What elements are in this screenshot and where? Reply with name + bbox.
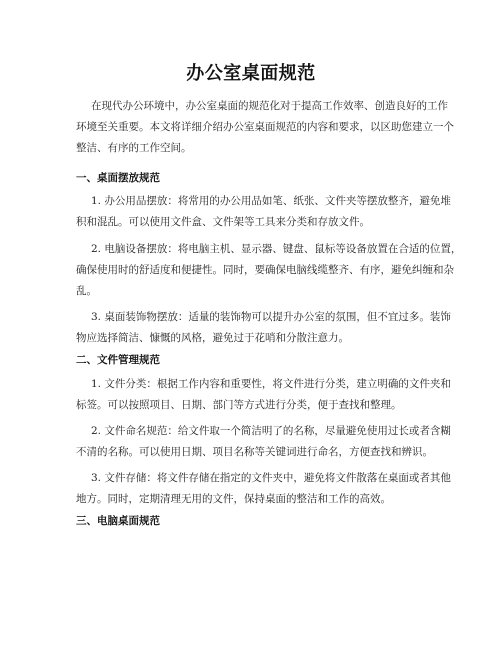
text-line: 乱。 <box>76 285 97 297</box>
text-line: 地方。同时，定期清理无用的文件，保持桌面的整洁和工作的高效。 <box>76 493 391 505</box>
section-heading-computer-desktop: 三、电脑桌面规范 <box>76 515 160 527</box>
page-title: 办公室桌面规范 <box>186 63 316 84</box>
intro-paragraph <box>76 96 454 159</box>
section-heading-desk-layout: 一、桌面摆放规范 <box>76 172 160 184</box>
text-line: 2. 电脑设备摆放：将电脑主机、显示器、键盘、鼠标等设备放置在合适的位置， <box>91 243 462 255</box>
text-line: 3. 文件存储：将文件存储在指定的文件夹中，避免将文件散落在桌面或者其他 <box>91 472 451 484</box>
text-line: 在现代办公环境中，办公室桌面的规范化对于提高工作效率、创造良好的工作 <box>91 100 448 112</box>
text-line: 3. 桌面装饰物摆放：适量的装饰物可以提升办公室的氛围，但不宜过多。装饰 <box>91 311 451 323</box>
list-item <box>76 239 462 302</box>
text-line: 整洁、有序的工作空间。 <box>76 142 192 154</box>
text-line: 标签。可以按照项目、日期、部门等方式进行分类，便于查找和整理。 <box>76 399 402 411</box>
text-line: 2. 文件命名规范：给文件取一个简洁明了的名称，尽量避免使用过长或者含糊 <box>91 425 451 437</box>
list-item <box>76 421 451 463</box>
list-item <box>76 374 451 416</box>
text-line: 确保使用时的舒适度和便捷性。同时，要确保电脑线缆整齐、有序，避免纠缠和杂 <box>76 264 454 276</box>
list-item <box>76 307 451 349</box>
list-item <box>76 468 451 510</box>
text-line: 不清的名称。可以使用日期、项目名称等关键词进行命名，方便查找和辨识。 <box>76 446 433 458</box>
text-line: 积和混乱。可以使用文件盒、文件架等工具来分类和存放文件。 <box>76 216 370 228</box>
list-item <box>76 191 451 233</box>
section-heading-file-management: 二、文件管理规范 <box>76 354 160 366</box>
text-line: 1. 办公用品摆放：将常用的办公用品如笔、纸张、文件夹等摆放整齐，避免堆 <box>91 195 451 207</box>
text-line: 环境至关重要。本文将详细介绍办公室桌面规范的内容和要求，以区助您建立一个 <box>76 121 454 133</box>
text-line: 1. 文件分类：根据工作内容和重要性，将文件进行分类，建立明确的文件夹和 <box>91 378 451 390</box>
text-line: 物应选择简洁、慷慨的风格，避免过于花哨和分散注意力。 <box>76 332 349 344</box>
